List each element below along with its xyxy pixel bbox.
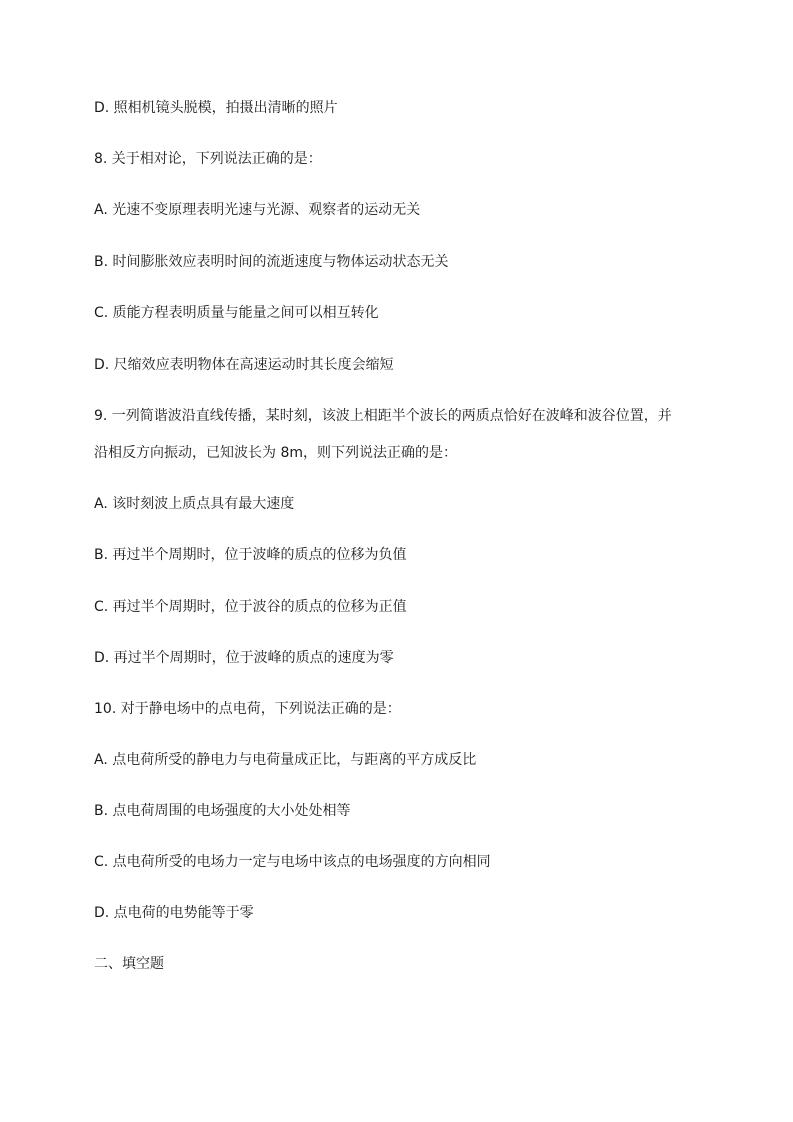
q9-stem-line-1: 9. 一列简谐波沿直线传播，某时刻，该波上相距半个波长的两质点恰好在波峰和波谷位置，并 (94, 408, 672, 424)
q7-option-d: D. 照相机镜头脱模，拍摄出清晰的照片 (94, 100, 338, 116)
q8-option-d: D. 尺缩效应表明物体在高速运动时其长度会缩短 (94, 357, 394, 373)
q9-option-a: A. 该时刻波上质点具有最大速度 (94, 496, 295, 512)
q10-option-a: A. 点电荷所受的静电力与电荷量成正比，与距离的平方成反比 (94, 752, 477, 768)
q8-stem: 8. 关于相对论，下列说法正确的是： (94, 151, 322, 167)
q9-stem-line-2: 沿相反方向振动，已知波长为 8m，则下列说法正确的是： (94, 445, 457, 461)
q10-option-b: B. 点电荷周围的电场强度的大小处处相等 (94, 803, 351, 819)
q8-option-b: B. 时间膨胀效应表明时间的流逝速度与物体运动状态无关 (94, 254, 449, 270)
q10-option-c: C. 点电荷所受的电场力一定与电场中该点的电场强度的方向相同 (94, 854, 491, 870)
q9-option-b: B. 再过半个周期时，位于波峰的质点的位移为负值 (94, 547, 407, 563)
section-heading-fill-in-blank: 二、填空题 (94, 956, 164, 972)
q10-option-d: D. 点电荷的电势能等于零 (94, 905, 254, 921)
q9-option-d: D. 再过半个周期时，位于波峰的质点的速度为零 (94, 650, 394, 666)
q8-option-c: C. 质能方程表明质量与能量之间可以相互转化 (94, 305, 379, 321)
q8-option-a: A. 光速不变原理表明光速与光源、观察者的运动无关 (94, 202, 421, 218)
q9-option-c: C. 再过半个周期时，位于波谷的质点的位移为正值 (94, 599, 407, 615)
q10-stem: 10. 对于静电场中的点电荷，下列说法正确的是： (94, 701, 401, 717)
